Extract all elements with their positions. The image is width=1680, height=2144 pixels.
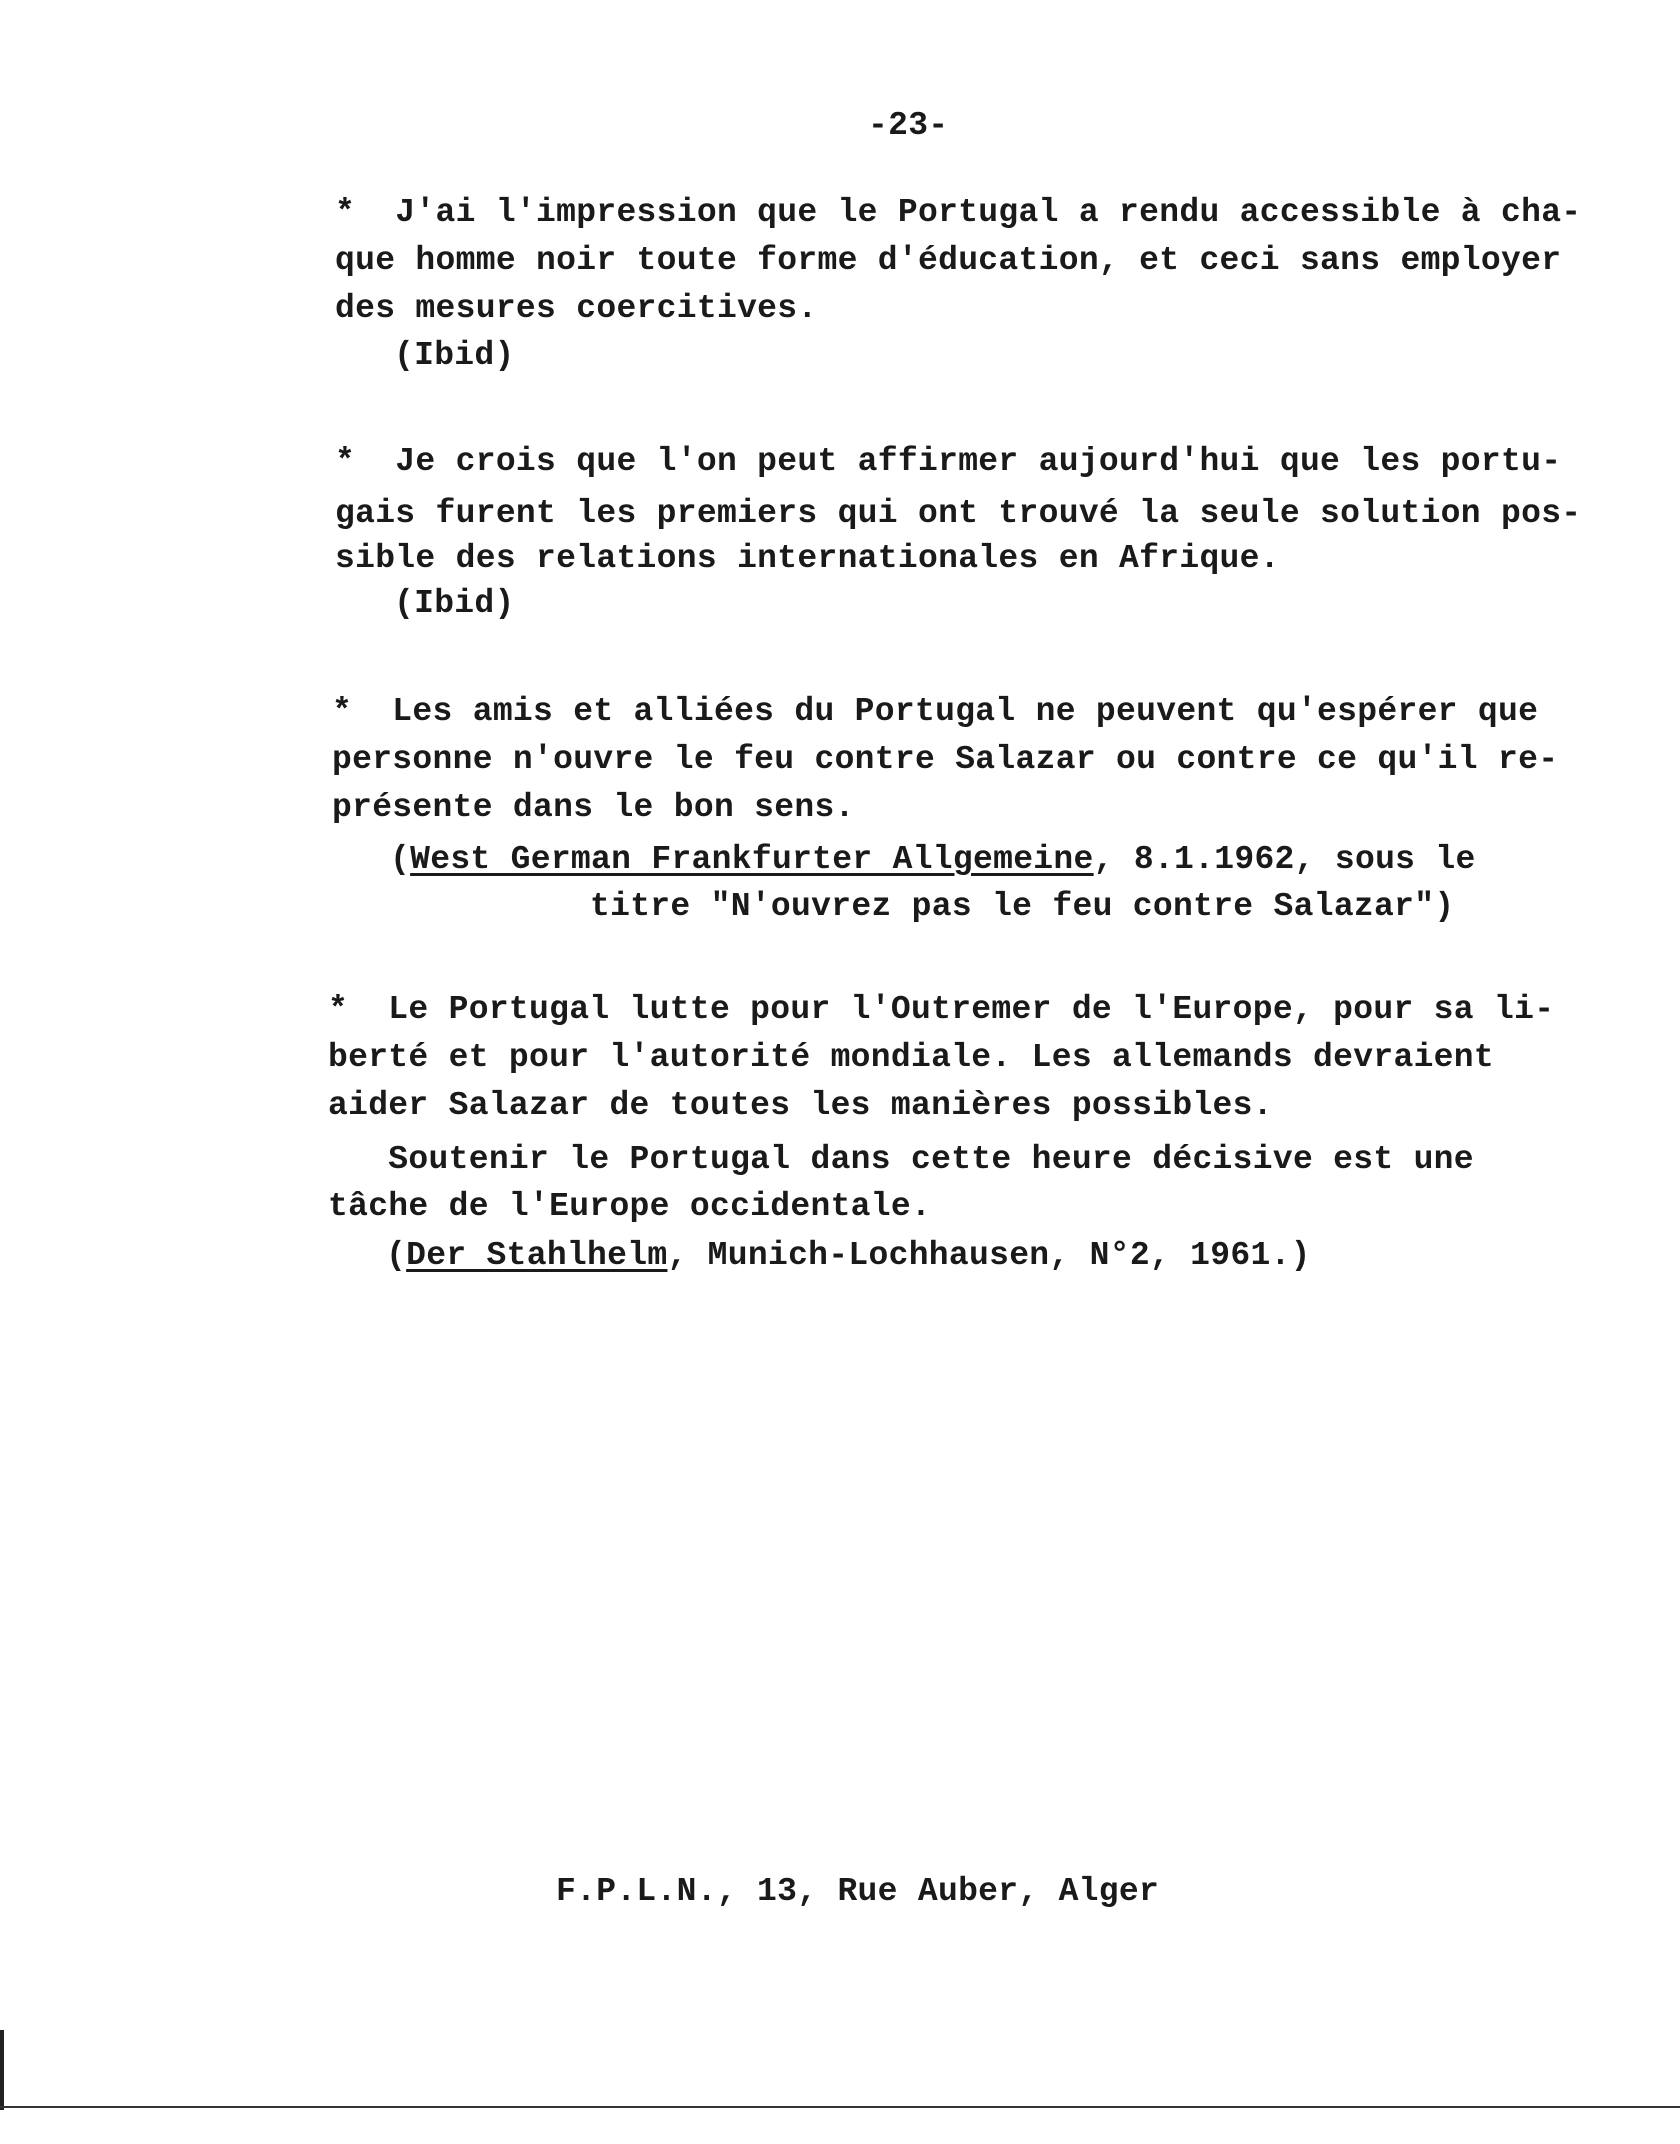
source-open: ( — [386, 1237, 407, 1274]
quote-line: aider Salazar de toutes les manières possibles. — [328, 1087, 1273, 1124]
footer-address: F.P.L.N., 13, Rue Auber, Alger — [556, 1873, 1160, 1910]
bottom-rule — [0, 2106, 1680, 2108]
quote-source: (Ibid) — [394, 337, 515, 374]
source-details: , 8.1.1962, sous le — [1093, 841, 1476, 878]
quote-line: des mesures coercitives. — [335, 290, 818, 327]
source-open: ( — [390, 841, 411, 878]
page-edge — [0, 2030, 4, 2110]
quote-line: Soutenir le Portugal dans cette heure décisive est une — [328, 1141, 1474, 1178]
source-details: , Munich-Lochhausen, N°2, 1961.) — [667, 1237, 1311, 1274]
quote-line: * J'ai l'impression que le Portugal a rendu accessible à cha- — [335, 194, 1582, 231]
quote-line: * Je crois que l'on peut affirmer aujourd'hui que les portu- — [335, 443, 1562, 480]
quote-line: présente dans le bon sens. — [332, 789, 855, 826]
quote-line: tâche de l'Europe occidentale. — [328, 1188, 932, 1225]
quote-line: gais furent les premiers qui ont trouvé la seule solution pos- — [335, 495, 1582, 532]
source-title: West German Frankfurter Allgemeine — [410, 841, 1094, 878]
quote-line: que homme noir toute forme d'éducation, et ceci sans employer — [335, 242, 1562, 279]
quote-source: (Ibid) — [394, 585, 515, 622]
quote-source — [390, 840, 1476, 880]
quote-line: * Les amis et alliées du Portugal ne peuvent qu'espérer que — [332, 693, 1539, 730]
quote-line: * Le Portugal lutte pour l'Outremer de l'Europe, pour sa li- — [328, 991, 1555, 1028]
page-number: -23- — [868, 107, 949, 144]
quote-source — [386, 1236, 1311, 1276]
quote-line: sible des relations internationales en Afrique. — [335, 540, 1280, 577]
source-title: Der Stahlhelm — [406, 1237, 668, 1274]
quote-source-continued: titre "N'ouvrez pas le feu contre Salazar") — [590, 888, 1455, 925]
quote-line: personne n'ouvre le feu contre Salazar ou contre ce qu'il re- — [332, 741, 1559, 778]
quote-line: berté et pour l'autorité mondiale. Les allemands devraient — [328, 1039, 1494, 1076]
